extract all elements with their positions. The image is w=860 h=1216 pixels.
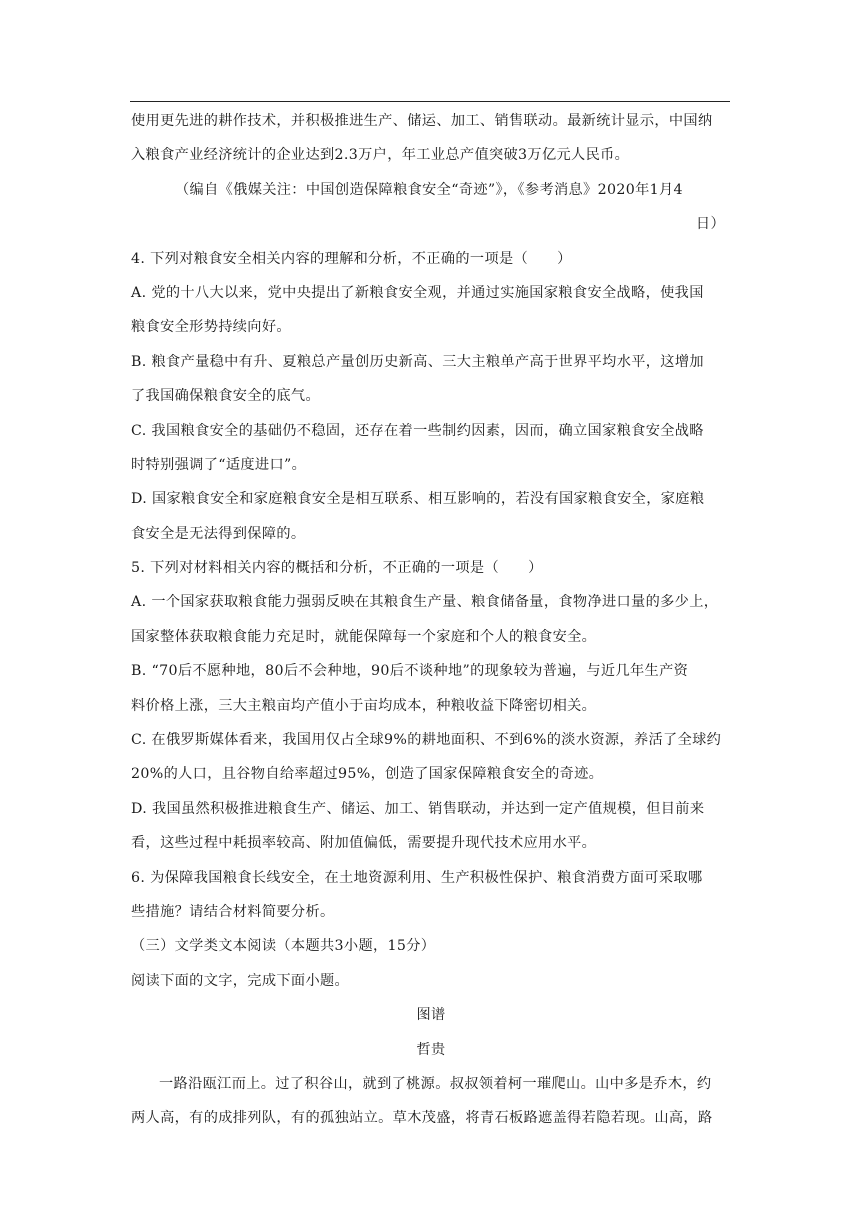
question-4: 4. 下列对粮食安全相关内容的理解和分析，不正确的一项是（ ） xyxy=(131,250,572,267)
text-line: 国家整体获取粮食能力充足时，就能保障每一个家庭和个人的粮食安全。 xyxy=(131,628,597,645)
option-a: A. 党的十八大以来，党中央提出了新粮食安全观，并通过实施国家粮食安全战略，使我国 xyxy=(131,284,704,301)
text-line: 了我国确保粮食安全的底气。 xyxy=(131,388,320,405)
source-citation: （编自《俄媒关注：中国创造保障粮食安全“奇迹”》，《参考消息》2020年1月4 xyxy=(175,181,683,198)
option-b: B. “70后不愿种地，80后不会种地，90后不谈种地”的现象较为普遍，与近几年生产资 xyxy=(131,663,689,680)
option-a: A. 一个国家获取粮食能力强弱反映在其粮食生产量、粮食储备量，食物净进口量的多少上， xyxy=(131,594,719,611)
section-heading: （三）文学类文本阅读（本题共3小题，15分） xyxy=(131,938,436,955)
source-citation-end: 日） xyxy=(695,216,725,233)
text-line: 20%的人口，且谷物自给率超过95%，创造了国家保障粮食安全的奇迹。 xyxy=(131,766,604,783)
text-line: 粮食安全形势持续向好。 xyxy=(131,319,291,336)
option-d: D. 我国虽然积极推进粮食生产、储运、加工、销售联动，并达到一定产值规模，但目前来 xyxy=(131,800,705,817)
question-6: 6. 为保障我国粮食长线安全，在土地资源利用、生产积极性保护、粮食消费方面可采取哪 xyxy=(131,869,703,886)
story-paragraph: 一路沿瓯江而上。过了积谷山，就到了桃源。叔叔领着柯一璀爬山。山中多是乔木，约 xyxy=(159,1075,712,1092)
text-line: 两人高，有的成排列队，有的孤独站立。草木茂盛，将青石板路遮盖得若隐若现。山高，路 xyxy=(131,1110,713,1127)
story-title: 图谱 xyxy=(416,1007,446,1024)
option-b: B. 粮食产量稳中有升、夏粮总产量创历史新高、三大主粮单产高于世界平均水平，这增加 xyxy=(131,353,704,370)
text-line: 些措施？请结合材料简要分析。 xyxy=(131,903,335,920)
text-line: 时特别强调了“适度进口”。 xyxy=(131,456,307,473)
text-line: 食安全是无法得到保障的。 xyxy=(131,525,306,542)
instruction: 阅读下面的文字，完成下面小题。 xyxy=(131,972,350,989)
option-c: C. 在俄罗斯媒体看来，我国用仅占全球9%的耕地面积、不到6%的淡水资源，养活了全球约 xyxy=(131,732,722,749)
option-c: C. 我国粮食安全的基础仍不稳固，还存在着一些制约因素，因而，确立国家粮食安全战略 xyxy=(131,422,704,439)
text-line: 料价格上涨，三大主粮亩均产值小于亩均成本，种粮收益下降密切相关。 xyxy=(131,697,597,714)
text-line: 使用更先进的耕作技术，并积极推进生产、储运、加工、销售联动。最新统计显示，中国纳 xyxy=(131,113,713,129)
text-line: 入粮食产业经济统计的企业达到2.3万户，年工业总产值突破3万亿元人民币。 xyxy=(131,147,630,164)
option-d: D. 国家粮食安全和家庭粮食安全是相互联系、相互影响的，若没有国家粮食安全，家庭粮 xyxy=(131,491,705,508)
header-rule xyxy=(130,101,730,102)
text-line: 看，这些过程中耗损率较高、附加值偏低，需要提升现代技术应用水平。 xyxy=(131,835,597,852)
document-page xyxy=(131,104,731,1136)
question-5: 5. 下列对材料相关内容的概括和分析，不正确的一项是（ ） xyxy=(131,560,543,577)
story-author: 哲贵 xyxy=(416,1041,446,1058)
